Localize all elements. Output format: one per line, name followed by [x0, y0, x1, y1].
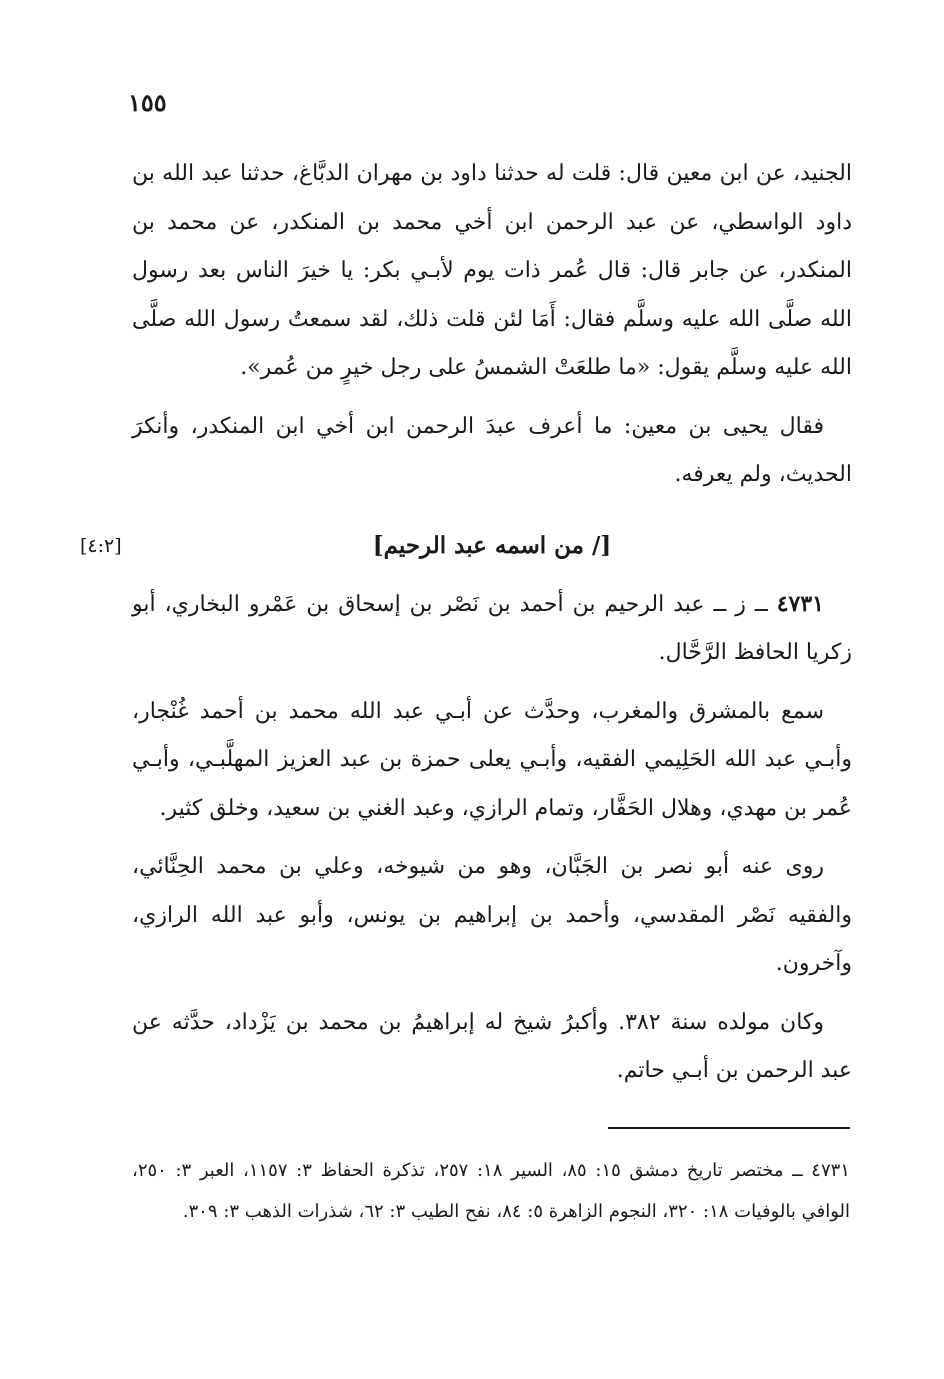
- volume-page-reference: [٤:٢]: [80, 534, 122, 557]
- page-number: ١٥٥: [128, 88, 167, 117]
- footnote-sources: ٤٧٣١ ــ مختصر تاريخ دمشق ١٥: ٨٥، السير ١٨: ٢٥٧، تذكرة الحفاظ ٣: ١١٥٧، العبر ٣: ٢٥٠، الوافي بالوفيات ١٨: ٣٢٠، النجوم الزاهرة ٥: ٨٤، نفح الطيب ٣: ٦٢، شذرات الذهب ٣: ٣٠٩.: [132, 1160, 850, 1222]
- section-heading: [/ من اسمه عبد الرحيم]: [372, 531, 612, 559]
- entry-title: ــ ز ــ عبد الرحيم بن أحمد بن نَصْر بن إسحاق بن عَمْرو البخاري، أبو زكريا الحافظ الرَّحَّال.: [132, 591, 852, 665]
- biography-entry: [132, 580, 852, 678]
- paragraph-teachers: سمع بالمشرق والمغرب، وحدَّث عن أبـي عبد الله محمد بن أحمد غُنْجار، وأبـي عبد الله الحَلِيمي الفقيه، وأبـي يعلى حمزة بن عبد العزيز المهلَّبـي، وأبـي عُمر بن مهدي، وهلال الحَفَّار، وتمام الرازي، وعبد الغني بن سعيد، وخلق كثير.: [132, 698, 852, 821]
- paragraph-ibn-maeen: فقال يحيى بن معين: ما أعرف عبدَ الرحمن ابن أخي ابن المنكدر، وأنكرَ الحديث، ولم يعرفه.: [132, 413, 852, 487]
- footnotes: [132, 1150, 850, 1232]
- section-heading-row: [80, 522, 852, 580]
- paragraph-birth: وكان مولده سنة ٣٨٢. وأكبرُ شيخ له إبراهيمُ بن محمد بن يَزْداد، حدَّثه عن عبد الرحمن بن أبـي حاتم.: [132, 1009, 852, 1083]
- footnote-divider: [608, 1127, 850, 1129]
- paragraph-students: روى عنه أبو نصر بن الجَبَّان، وهو من شيوخه، وعلي بن محمد الحِنَّائي، والفقيه نَصْر المقدسي، وأحمد بن إبراهيم بن يونس، وأبو عبد الله الرازي، وآخرون.: [132, 854, 852, 976]
- entry-number: ٤٧٣١: [776, 590, 824, 617]
- main-text: [80, 150, 852, 1106]
- paragraph-hadith: الجنيد، عن ابن معين قال: قلت له حدثنا داود بن مهران الدبَّاغ، حدثنا عبد الله بن داود الواسطي، عن عبد الرحمن ابن أخي محمد بن المنكدر، عن محمد بن المنكدر، عن جابر قال: قال عُمر ذات يوم لأبـي بكر: يا خيرَ الناس بعد رسول الله صلَّى الله عليه وسلَّم فقال: أَمَا لئن قلت ذلك، لقد سمعتُ رسول الله صلَّى الله عليه وسلَّم يقول: «ما طلعَتْ الشمسُ على رجل خيرٍ من عُمر».: [132, 161, 852, 380]
